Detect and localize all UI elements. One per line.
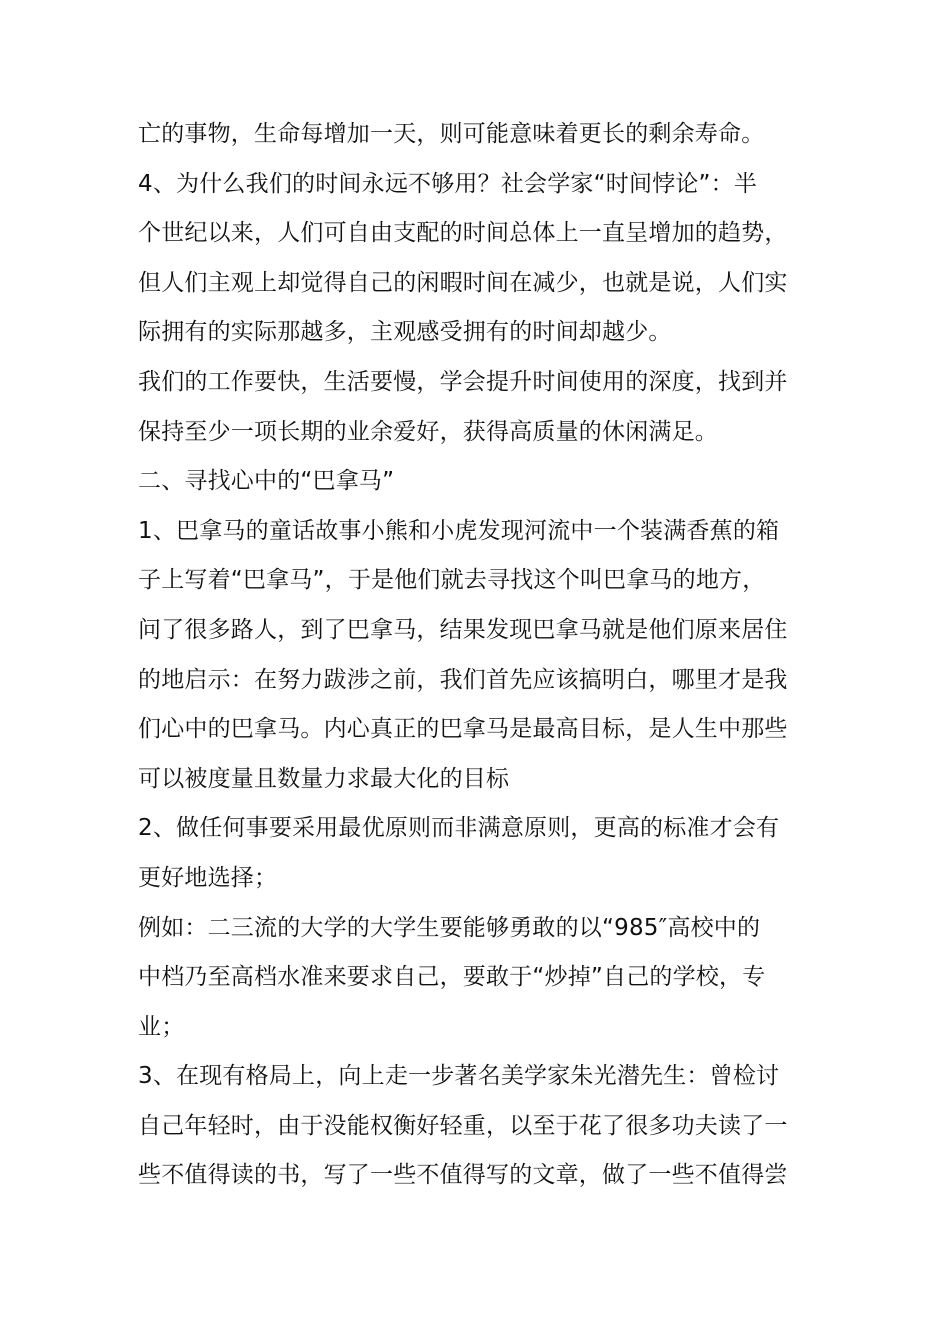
text-line: 际拥有的实际那越多，主观感受拥有的时间却越少。	[138, 319, 672, 346]
text-line: 但人们主观上却觉得自己的闲暇时间在减少，也就是说，人们实	[138, 269, 788, 296]
text-line: 自己年轻时，由于没能权衡好轻重，以至于花了很多功夫读了一	[138, 1112, 788, 1139]
text-line: 个世纪以来，人们可自由支配的时间总体上一直呈增加的趋势，	[138, 220, 788, 247]
text-line: 4、为什么我们的时间永远不够用？社会学家“时间悖论”：半	[138, 170, 758, 197]
document-body	[138, 110, 798, 1201]
text-line: 3、在现有格局上，向上走一步著名美学家朱光潜先生：曾检讨	[138, 1063, 780, 1090]
text-line: 的地启示：在努力跋涉之前，我们首先应该搞明白，哪里才是我	[138, 666, 788, 693]
text-line: 我们的工作要快，生活要慢，学会提升时间使用的深度，找到并	[138, 368, 788, 395]
text-line: 例如：二三流的大学的大学生要能够勇敢的以“985″高校中的	[138, 914, 761, 941]
text-line: 业；	[138, 1013, 185, 1040]
text-line: 亡的事物，生命每增加一天，则可能意味着更长的剩余寿命。	[138, 121, 765, 147]
text-line: 保持至少一项长期的业余爱好，获得高质量的休闲满足。	[138, 418, 718, 445]
text-line: 1、巴拿马的童话故事小熊和小虎发现河流中一个装满香蕉的箱	[138, 517, 780, 544]
text-line: 些不值得读的书，写了一些不值得写的文章，做了一些不值得尝	[138, 1162, 788, 1189]
text-line: 中档乃至高档水准来要求自己，要敢于“炒掉”自己的学校，专	[138, 964, 766, 991]
text-line: 们心中的巴拿马。内心真正的巴拿马是最高目标，是人生中那些	[138, 716, 788, 743]
text-line: 2、做任何事要采用最优原则而非满意原则，更高的标准才会有	[138, 815, 780, 842]
text-line: 子上写着“巴拿马”，于是他们就去寻找这个叫巴拿马的地方，	[138, 567, 766, 594]
text-line: 可以被度量且数量力求最大化的目标	[138, 765, 510, 792]
text-line: 更好地选择；	[138, 864, 278, 891]
section-heading: 二、寻找心中的“巴拿马”	[138, 468, 395, 495]
text-line: 问了很多路人，到了巴拿马，结果发现巴拿马就是他们原来居住	[138, 616, 788, 643]
